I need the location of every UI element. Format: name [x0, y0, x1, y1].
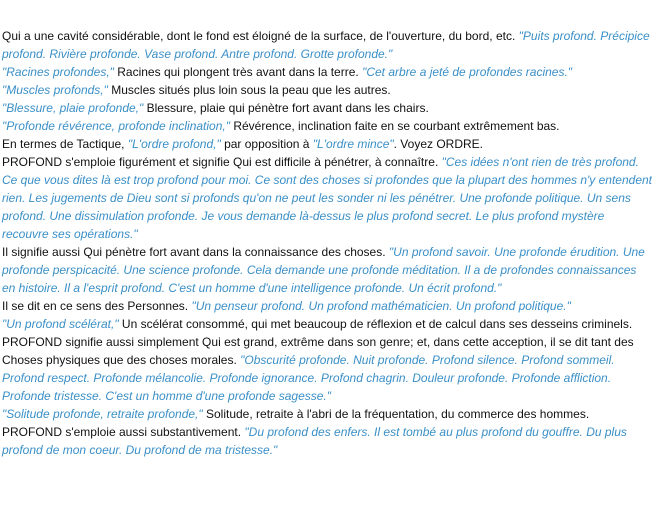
definition-text: . Voyez ORDRE. [393, 137, 484, 151]
example-text: "Un penseur profond. Un profond mathématicien. Un profond politique." [191, 299, 571, 313]
paragraph-7 [2, 153, 652, 243]
example-text: "Blessure, plaie profonde," [2, 101, 144, 115]
paragraph-12 [2, 405, 652, 423]
paragraph-5 [2, 117, 652, 135]
definition-text: PROFOND s'emploie figurément et signifie Qui est difficile à pénétrer, à connaître. [2, 155, 442, 169]
paragraph-1 [2, 27, 652, 63]
example-text: "Solitude profonde, retraite profonde," [2, 407, 203, 421]
example-text: "Racines profondes," [2, 65, 114, 79]
definition-text: Racines qui plongent très avant dans la terre. [113, 65, 363, 79]
example-text: "Cet arbre a jeté de profondes racines." [362, 65, 573, 79]
definition-text: Il signifie aussi Qui pénètre fort avant dans la connaissance des choses. [2, 245, 389, 259]
example-text: "Ces idées n'ont rien de très profond. Ce que vous dites là est trop profond pour moi. Ce sont des choses si profondes que la plupart des hommes n'y entendent rien. Les jugements de Dieu sont si profonds qu'on ne peut les sonder ni les pénétrer. Une profonde politique. Un sens profond. Une dissimulation profonde. Je vous demande là-dessus le plus profond secret. Le plus profond mystère recouvre ses opérations." [2, 155, 652, 241]
paragraph-11 [2, 333, 652, 405]
example-text: "L'ordre mince" [312, 137, 394, 151]
paragraph-8 [2, 243, 652, 297]
paragraph-9 [2, 297, 652, 315]
paragraph-3 [2, 81, 652, 99]
definition-body [2, 27, 652, 459]
paragraph-4 [2, 99, 652, 117]
definition-text: Muscles situés plus loin sous la peau que les autres. [107, 83, 391, 97]
definition-text: Blessure, plaie qui pénètre fort avant dans les chairs. [143, 101, 429, 115]
definition-text: En termes de Tactique, [2, 137, 128, 151]
definition-text: Il se dit en ce sens des Personnes. [2, 299, 192, 313]
definition-text: Un scélérat consommé, qui met beaucoup de réflexion et de calcul dans ses desseins criminels. [118, 317, 633, 331]
definition-text: PROFOND signifie aussi simplement Qui est grand, extrême dans son genre; et, dans cette acception, il se dit tant des Choses physiques que des choses morales. [2, 335, 634, 367]
example-text: "L'ordre profond," [127, 137, 221, 151]
paragraph-6 [2, 135, 652, 153]
example-text: "Profonde révérence, profonde inclination," [2, 119, 230, 133]
definition-text: par opposition à [220, 137, 313, 151]
example-text: "Muscles profonds," [2, 83, 108, 97]
definition-text: Qui a une cavité considérable, dont le fond est éloigné de la surface, de l'ouverture, du bord, etc. [2, 29, 519, 43]
example-text: "Un profond scélérat," [2, 317, 119, 331]
definition-text: Révérence, inclination faite en se courbant extrêmement bas. [230, 119, 560, 133]
paragraph-2 [2, 63, 652, 81]
example-text: "Un profond savoir. Une profonde érudition. Une profonde perspicacité. Une science profonde. Cela demande une profonde méditation. Il a de profondes connaissances en histoire. Il a l'esprit profond. C'est un homme d'une intelligence profonde. Un écrit profond." [2, 245, 645, 295]
example-text: "Obscurité profonde. Nuit profonde. Profond silence. Profond sommeil. Profond respect. Profonde mélancolie. Profonde ignorance. Profond chagrin. Douleur profonde. Profonde affliction. Profonde tristesse. C'est un homme d'une profonde sagesse." [2, 353, 615, 403]
example-text: "Puits profond. Précipice profond. Rivière profonde. Vase profond. Antre profond. Grotte profonde." [2, 29, 650, 61]
definition-text: PROFOND s'emploie aussi substantivement. [2, 425, 245, 439]
paragraph-10 [2, 315, 652, 333]
paragraph-13 [2, 423, 652, 459]
definition-text: Solitude, retraite à l'abri de la fréquentation, du commerce des hommes. [202, 407, 590, 421]
example-text: "Du profond des enfers. Il est tombé au plus profond du gouffre. Du plus profond de mon coeur. Du profond de ma tristesse." [2, 425, 627, 457]
